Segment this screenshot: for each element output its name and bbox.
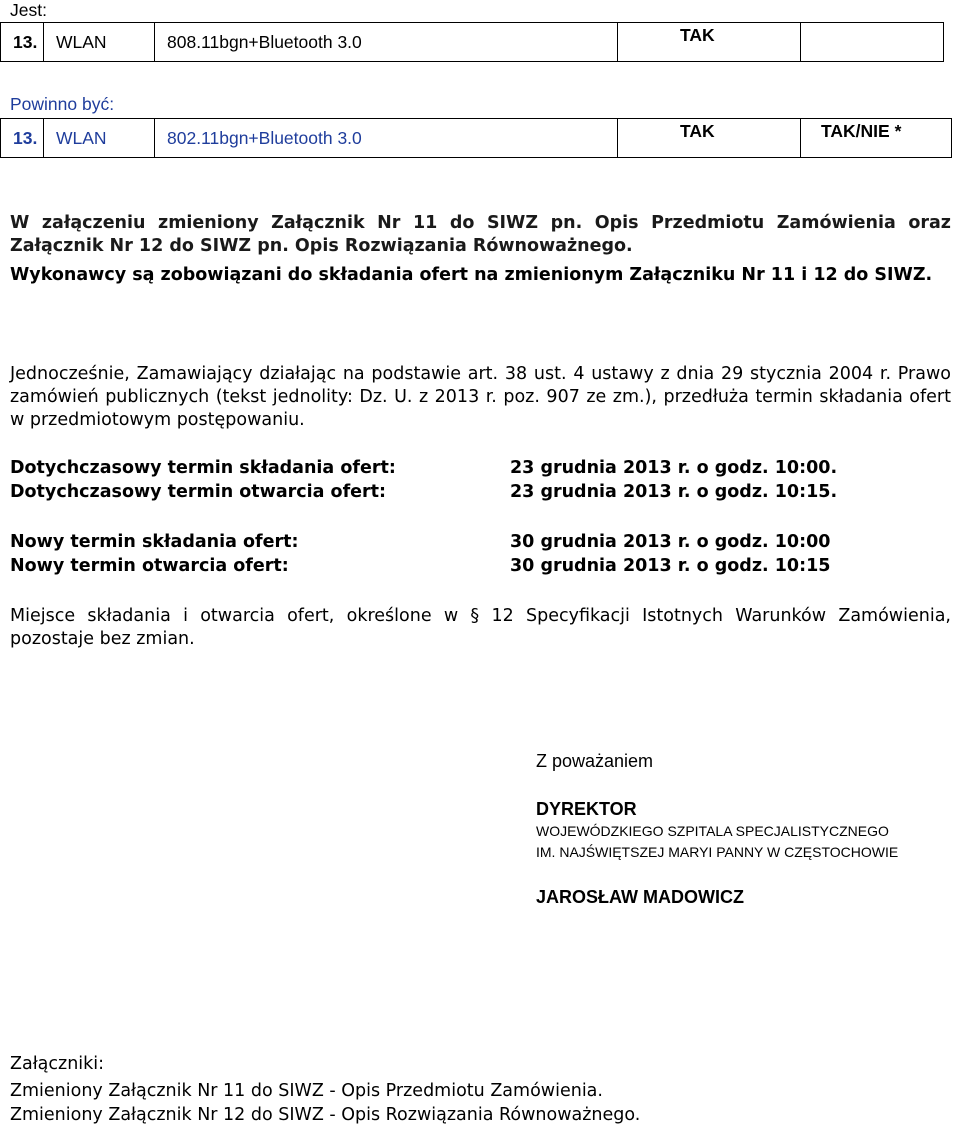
- required-value: TAK: [618, 23, 801, 62]
- signature-name: JAROSŁAW MADOWICZ: [536, 887, 744, 907]
- paragraph-extension: Jednocześnie, Zamawiający działając na podstawie art. 38 ust. 4 ustawy z dnia 29 stycznia 2004 r. Prawo zamówień publicznych (tekst jednolity: Dz. U. z 2013 r. poz. 907 ze zm.), przedłuża termin składania ofert w przedmiotowym postępowaniu.: [10, 364, 951, 430]
- required-value: TAK: [618, 119, 801, 158]
- device-name: WLAN: [44, 23, 155, 62]
- device-spec: 802.11bgn+Bluetooth 3.0: [155, 119, 618, 158]
- old-open-value: 23 grudnia 2013 r. o godz. 10:15.: [510, 482, 838, 502]
- new-open-deadline: [10, 556, 831, 576]
- attachment-item: Zmieniony Załącznik Nr 11 do SIWZ - Opis Przedmiotu Zamówienia.: [10, 1081, 603, 1101]
- paragraph-location: Miejsce składania i otwarcia ofert, określone w § 12 Specyfikacji Istotnych Warunków Zamówienia, pozostaje bez zmian.: [10, 606, 951, 649]
- old-submit-value: 23 grudnia 2013 r. o godz. 10:00.: [510, 458, 838, 478]
- old-submit-label: Dotychczasowy termin składania ofert:: [10, 458, 396, 478]
- old-open-label: Dotychczasowy termin otwarcia ofert:: [10, 482, 387, 502]
- new-open-label: Nowy termin otwarcia ofert:: [10, 556, 289, 576]
- old-open-deadline: [10, 482, 838, 502]
- row-number: 13.: [1, 119, 44, 158]
- jest-label: Jest:: [10, 0, 47, 20]
- device-name: WLAN: [44, 119, 155, 158]
- signature-greeting: Z poważaniem: [536, 751, 654, 771]
- new-submit-value: 30 grudnia 2013 r. o godz. 10:00: [510, 532, 831, 552]
- table-powinno: [0, 118, 952, 158]
- signature-org-line2: IM. NAJŚWIĘTSZEJ MARYI PANNY W CZĘSTOCHOWIE: [536, 844, 899, 860]
- paragraph-attachment: W załączeniu zmieniony Załącznik Nr 11 do SIWZ pn. Opis Przedmiotu Zamówienia oraz Załącznik Nr 12 do SIWZ pn. Opis Rozwiązania Równoważnego.: [10, 213, 951, 256]
- powinno-label: Powinno być:: [10, 94, 115, 114]
- attachment-item: Zmieniony Załącznik Nr 12 do SIWZ - Opis Rozwiązania Równoważnego.: [10, 1105, 641, 1125]
- new-submit-label: Nowy termin składania ofert:: [10, 532, 299, 552]
- new-open-value: 30 grudnia 2013 r. o godz. 10:15: [510, 556, 831, 576]
- row-number: 13.: [1, 23, 44, 62]
- offered-value: TAK/NIE *: [801, 119, 952, 158]
- signature-title: DYREKTOR: [536, 799, 637, 819]
- new-submit-deadline: [10, 532, 831, 552]
- table-row: [1, 23, 944, 62]
- paragraph-obligation: Wykonawcy są zobowiązani do składania ofert na zmienionym Załączniku Nr 11 i 12 do SIWZ.: [10, 265, 933, 285]
- table-jest: [0, 22, 944, 62]
- attachments-label: Załączniki:: [10, 1054, 105, 1074]
- signature-org-line1: WOJEWÓDZKIEGO SZPITALA SPECJALISTYCZNEGO: [536, 823, 889, 839]
- table-row: [1, 119, 952, 158]
- device-spec: 808.11bgn+Bluetooth 3.0: [155, 23, 618, 62]
- old-submit-deadline: [10, 458, 838, 478]
- offered-value: [801, 23, 944, 62]
